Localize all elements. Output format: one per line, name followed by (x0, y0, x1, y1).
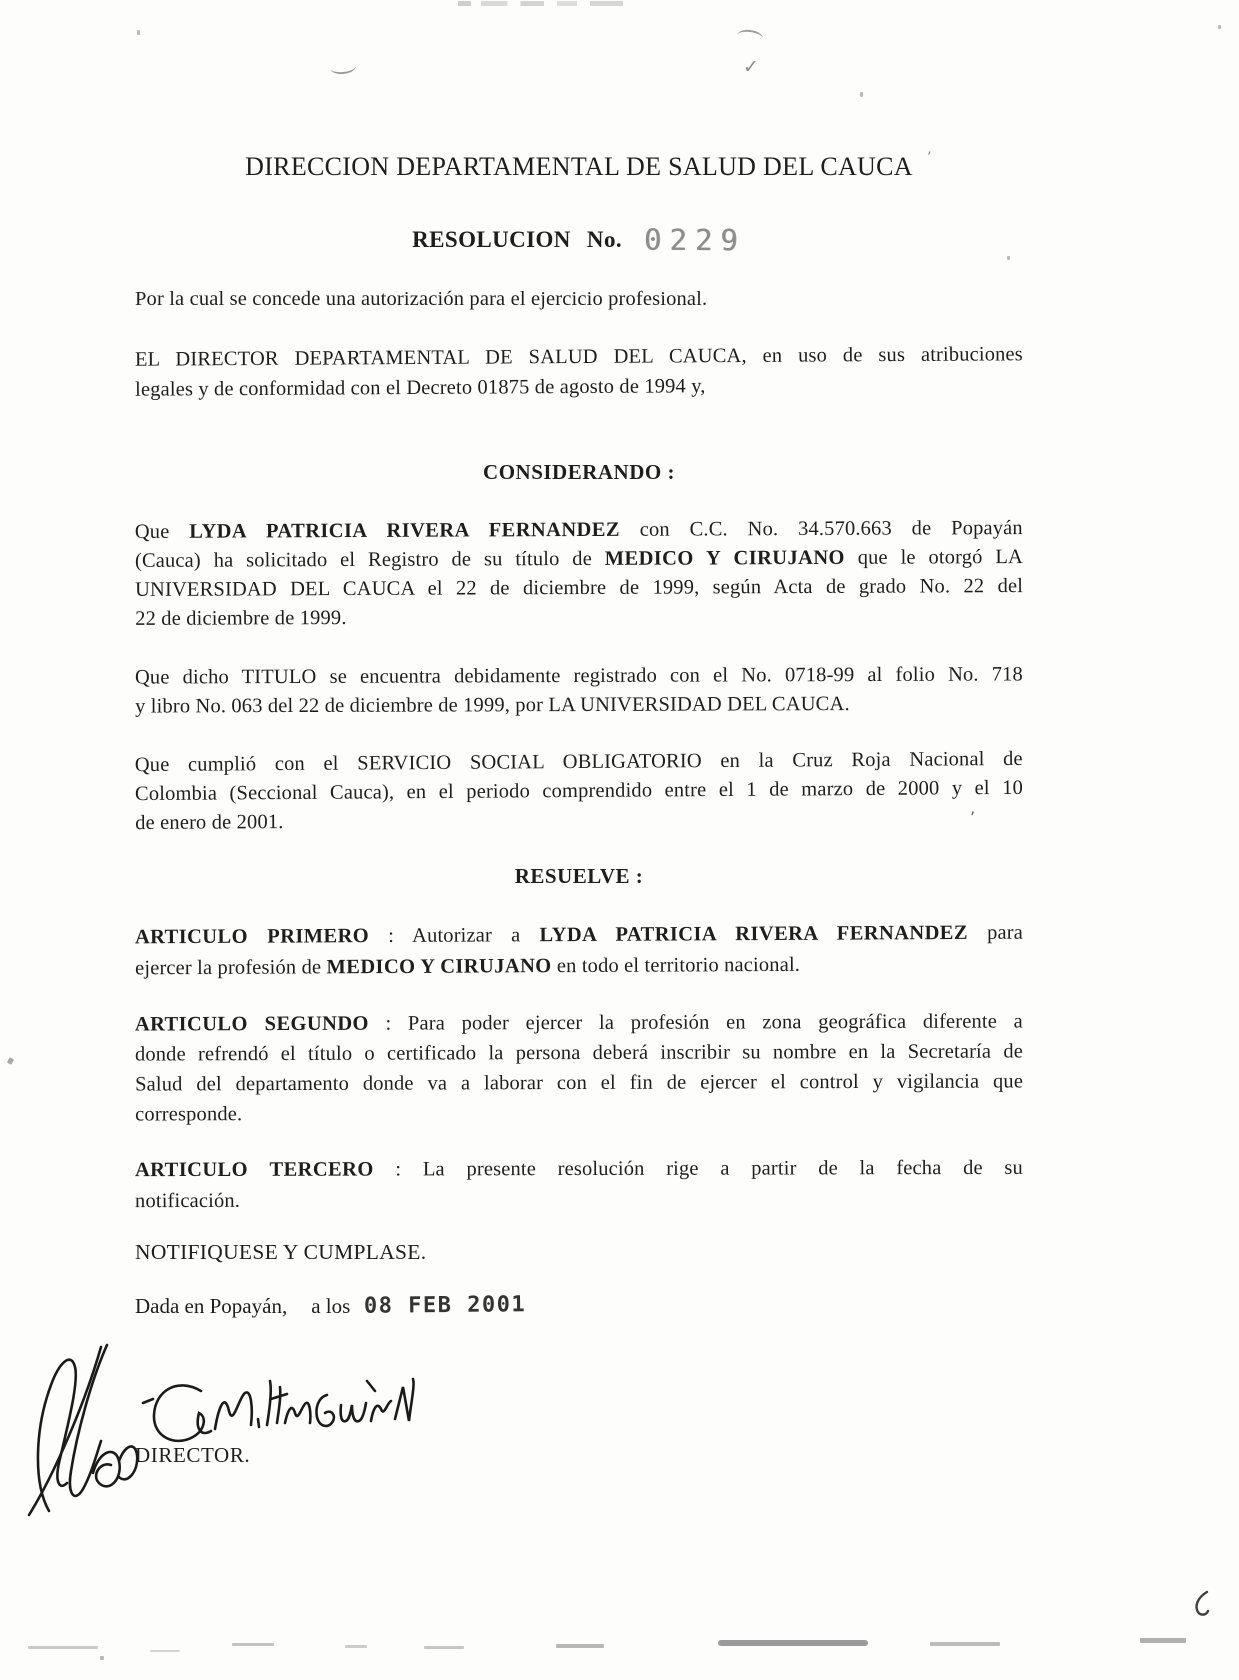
scan-noise-dash (1140, 1638, 1186, 1643)
scan-noise-dash (28, 1646, 98, 1649)
resolution-label: RESOLUCION No. (412, 227, 622, 252)
scan-noise-dash (345, 1645, 367, 1648)
resolution-header (135, 220, 1023, 258)
scan-apostrophe: ’ (970, 808, 976, 827)
scan-noise-dash (150, 1650, 180, 1652)
scan-smudge-top (458, 1, 623, 6)
resuelve-heading: RESUELVE : (514, 864, 644, 888)
handwritten-page-mark (1190, 1588, 1214, 1620)
scan-tick: ’ (927, 150, 932, 166)
scan-speck (860, 92, 863, 97)
scan-noise-dash (930, 1642, 1000, 1646)
director-signature (15, 1333, 415, 1518)
resolution-number-stamp: 0229 (643, 222, 746, 258)
considerando-paragraph-2: Que dicho TITULO se encuentra debidamente registrado con el No. 0718-99 al folio No. 718 y libro No. 063 del 22 de diciembre de 1999, por LA UNIVERSIDAD DEL CAUCA. (134, 663, 1023, 718)
scan-speck (137, 30, 140, 35)
scan-check-mark: ✓ (743, 56, 759, 78)
scan-speck (100, 1656, 104, 1660)
scan-speck (7, 1057, 14, 1065)
considerando-heading: CONSIDERANDO : (483, 460, 675, 484)
date-stamp: 08 FEB 2001 (364, 1292, 527, 1319)
scan-speck (1007, 256, 1010, 260)
considerando-paragraph-3: Que cumplió con el SERVICIO SOCIAL OBLIGATORIO en la Cruz Roja Nacional de Colombia (Seccional Cauca), en el periodo comprendido entre el 1 de marzo de 2000 y el 10 de enero de 2001. (134, 747, 1024, 835)
articulo-segundo: ARTICULO SEGUNDO : Para poder ejercer la profesión en zona geográfica diferente a donde refrendó el título o certificado la persona deberá inscribir su nombre en la Secretaría de Salud del departamento donde va a laborar con el fin de ejercer el control y vigilancia que corresponde. (134, 1010, 1024, 1126)
scan-noise-dash (556, 1644, 604, 1648)
scan-noise-smudge (718, 1640, 868, 1646)
purpose-paragraph: Por la cual se concede una autorización para el ejercicio profesional. (135, 288, 708, 310)
scan-curl (329, 59, 356, 76)
issued-line (135, 1294, 1023, 1319)
scan-noise-dash (424, 1646, 464, 1649)
issued-connector: a los (311, 1294, 351, 1318)
articulo-primero: ARTICULO PRIMERO : Autorizar a LYDA PATRICIA RIVERA FERNANDEZ para ejercer la profesión de MEDICO Y CIRUJANO en todo el territorio nacional. (134, 921, 1023, 980)
issued-place: Dada en Popayán, (135, 1294, 288, 1318)
scan-speck (1218, 25, 1221, 29)
scan-noise-dash (232, 1643, 274, 1646)
articulo-tercero: ARTICULO TERCERO : La presente resolución rige a partir de la fecha de su notificación. (134, 1156, 1023, 1213)
notice-line: NOTIFIQUESE Y CUMPLASE. (135, 1240, 427, 1264)
document-title: DIRECCION DEPARTAMENTAL DE SALUD DEL CAUCA (245, 152, 913, 181)
signatory-title: DIRECTOR. (135, 1443, 251, 1467)
authority-paragraph: EL DIRECTOR DEPARTAMENTAL DE SALUD DEL CAUCA, en uso de sus atribuciones legales y de conformidad con el Decreto 01875 de agosto de 1994 y, (134, 343, 1023, 401)
considerando-paragraph-1: Que LYDA PATRICIA RIVERA FERNANDEZ con C.C. No. 34.570.663 de Popayán (Cauca) ha solicitado el Registro de su título de MEDICO Y CIRUJANO que le otorgó LA UNIVERSIDAD DEL CAUCA el 22 de diciembre de 1999, según Acta de grado No. 22 del 22 de diciembre de 1999. (134, 517, 1024, 630)
scan-curl (736, 28, 764, 45)
